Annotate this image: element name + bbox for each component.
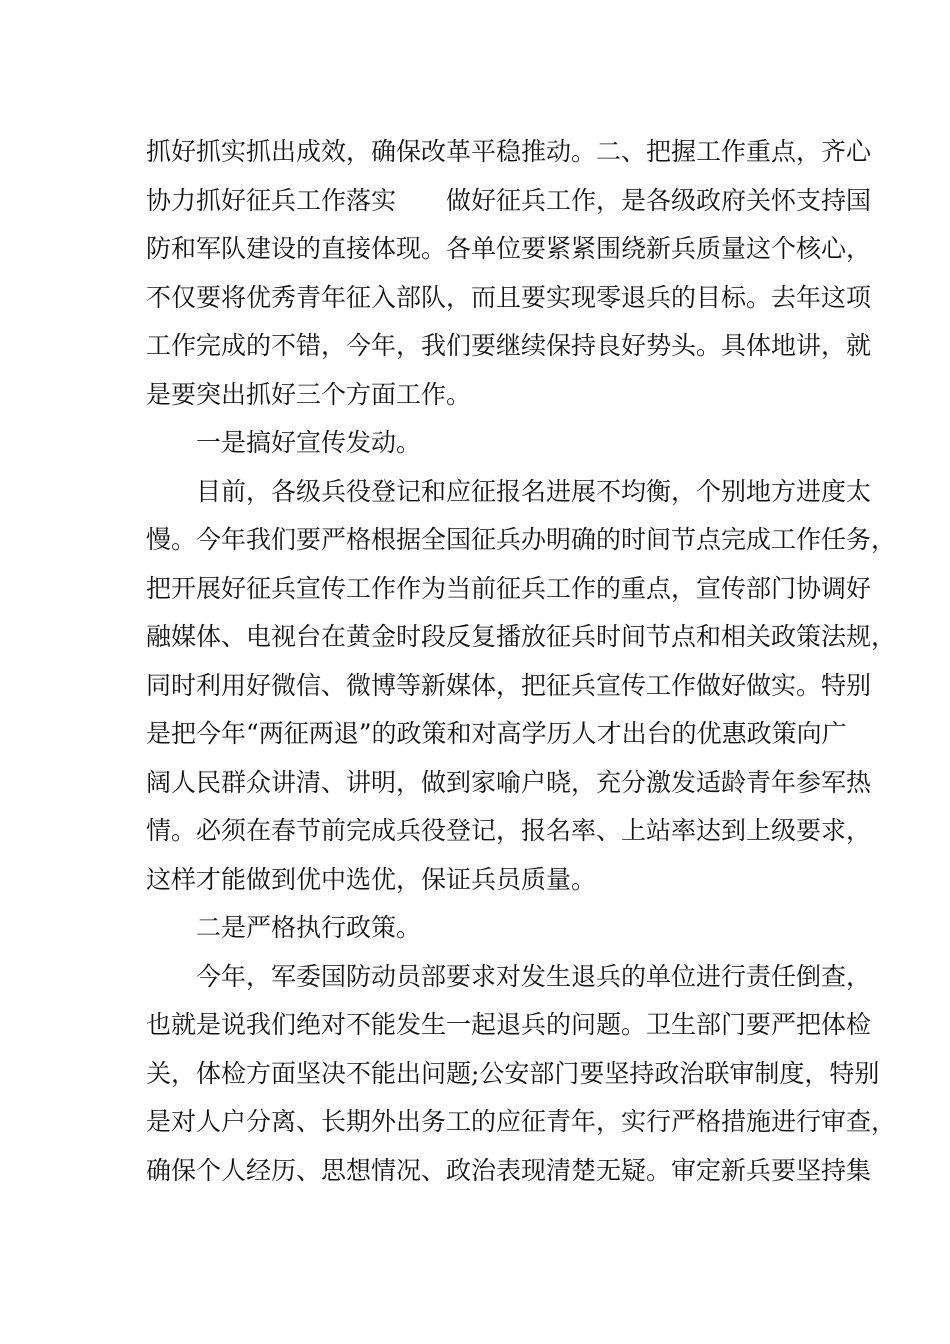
text-line <box>146 1147 872 1196</box>
text-line-content: 抓好抓实抓出成效，确保改革平稳推动。二、把握工作重点，齐心 <box>146 137 872 166</box>
text-line-content: 同时利用好微信、微博等新媒体，把征兵宣传工作做好做实。特别 <box>146 670 872 700</box>
text-line-content: 防和军队建设的直接体现。各单位要紧紧围绕新兵质量这个核心， <box>146 234 872 263</box>
text-line <box>146 807 872 856</box>
text-line <box>146 904 826 953</box>
text-line <box>146 662 872 711</box>
text-line <box>146 225 872 274</box>
text-line-content: 是要突出抓好三个方面工作。 <box>146 379 472 409</box>
text-line-content: 工作完成的不错，今年，我们要继续保持良好势头。具体地讲，就 <box>146 331 872 360</box>
text-line <box>146 613 897 662</box>
document-body <box>146 128 897 1195</box>
text-line-content: 协力抓好征兵工作落实 做好征兵工作，是各级政府关怀支持国 <box>146 185 872 215</box>
text-line <box>146 322 872 371</box>
text-line-content: 确保个人经历、思想情况、政治表现清楚无疑。审定新兵要坚持集 <box>146 1155 872 1185</box>
text-line <box>146 759 872 808</box>
text-line-content: 二是严格执行政策。 <box>196 913 422 942</box>
text-line-content: 把开展好征兵宣传工作作为当前征兵工作的重点，宣传部门协调好 <box>146 573 872 603</box>
text-line-content: 关，体检方面坚决不能出问题;公安部门要坚持政治联审制度，特别 <box>146 1058 880 1088</box>
text-line <box>146 371 826 420</box>
text-line <box>146 177 872 226</box>
text-line <box>146 128 872 177</box>
text-line <box>146 856 826 905</box>
text-line <box>146 1050 880 1099</box>
text-line-content: 是把今年“两征两退”的政策和对高学历人才出台的优惠政策向广 <box>146 719 847 748</box>
text-line-content: 阔人民群众讲清、讲明，做到家喻户晓，充分激发适龄青年参军热 <box>146 767 872 797</box>
text-line-content: 不仅要将优秀青年征入部队，而且要实现零退兵的目标。去年这项 <box>146 282 872 312</box>
text-line-content: 一是搞好宣传发动。 <box>196 428 422 457</box>
text-line <box>146 468 872 517</box>
text-line <box>146 419 826 468</box>
text-line-content: 情。必须在春节前完成兵役登记，报名率、上站率达到上级要求， <box>146 816 872 845</box>
text-line-content: 融媒体、电视台在黄金时段反复播放征兵时间节点和相关政策法规， <box>146 622 897 651</box>
text-line <box>146 953 872 1002</box>
text-line-content: 也就是说我们绝对不能发生一起退兵的问题。卫生部门要严把体检 <box>146 1010 872 1039</box>
text-line <box>146 1098 897 1147</box>
text-line-content: 慢。今年我们要严格根据全国征兵办明确的时间节点完成工作任务， <box>146 525 897 554</box>
text-line-content: 今年，军委国防动员部要求对发生退兵的单位进行责任倒查， <box>196 961 872 991</box>
text-line <box>146 710 847 759</box>
text-line <box>146 1001 872 1050</box>
text-line-content: 目前，各级兵役登记和应征报名进展不均衡，个别地方进度太 <box>196 476 872 506</box>
text-line <box>146 516 897 565</box>
text-line <box>146 565 872 614</box>
text-line-content: 是对人户分离、长期外出务工的应征青年，实行严格措施进行审查， <box>146 1107 897 1136</box>
text-line <box>146 274 872 323</box>
text-line-content: 这样才能做到优中选优，保证兵员质量。 <box>146 864 597 894</box>
